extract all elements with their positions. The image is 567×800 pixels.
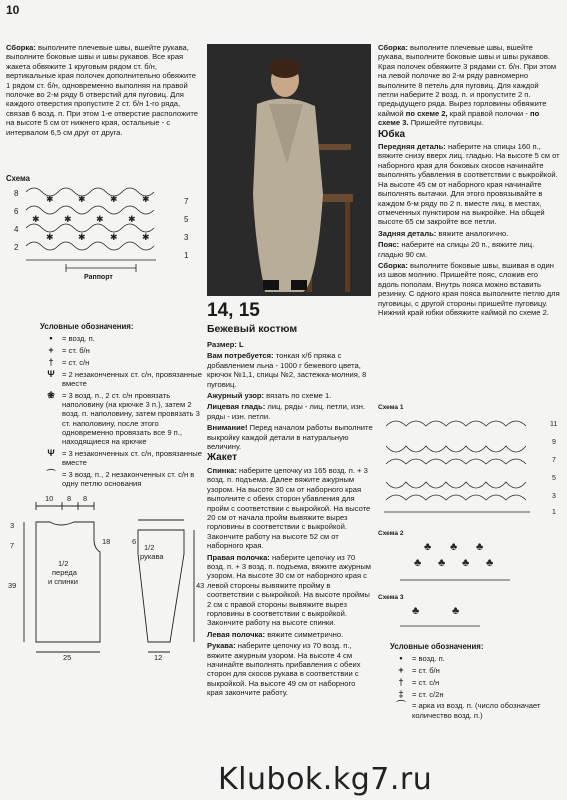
stocking-label: Лицевая гладь: <box>207 402 266 412</box>
svg-text:♣: ♣ <box>452 605 460 617</box>
legend-text: = ст. с/2н <box>412 689 444 699</box>
right-assembly-bold-2: по схеме 3. <box>378 108 540 128</box>
right-text-block <box>378 43 560 319</box>
scheme3-label: Схема 3 <box>378 594 404 601</box>
legend-row <box>390 690 560 699</box>
svg-text:♣: ♣ <box>476 541 484 553</box>
dim-left-mid: 7 <box>10 541 15 550</box>
front-label-3: и спинки <box>48 577 78 586</box>
dim-sleeve-top: 18 <box>102 537 111 546</box>
svg-text:♣: ♣ <box>424 541 432 553</box>
jacket-pattern-schematic <box>8 492 204 662</box>
scheme2-diagram <box>390 536 530 586</box>
right-assembly-text: выполните плечевые швы, вшейте рукава, выполните боковые швы и швы рукавов. Края полочек обвяжите 3 рядами ст. б/н. При этом на левой полочке во 2-м ряду равномерно выполните 8 петель для пуговиц. Для каждой петли наберите 2 возд. п. и пропустите 2 п. предыдущего ряда. Вырез горловины обвяжите каймой <box>378 43 557 118</box>
skirt-back-text: вяжите аналогично. <box>438 228 509 238</box>
svg-text:7: 7 <box>184 197 189 206</box>
dc3tog-icon: Ψ <box>47 448 55 459</box>
item-title: Бежевый костюм <box>207 323 298 335</box>
dim-bottom: 25 <box>63 653 72 662</box>
svg-text:✱: ✱ <box>64 214 72 224</box>
legend-row <box>40 334 204 343</box>
legend-row <box>390 654 560 663</box>
legend-row <box>390 678 560 687</box>
middle-text-block <box>207 340 373 700</box>
dim-top-1: 10 <box>45 494 54 503</box>
scheme1-label: Схема 1 <box>378 404 404 411</box>
right-assembly-end: Пришейте пуговицы. <box>410 118 484 128</box>
dim-sleeve-side: 6 <box>132 537 137 546</box>
svg-text:♣: ♣ <box>438 557 446 569</box>
left-front-label: Левая полочка: <box>207 629 266 639</box>
model-photo <box>207 44 371 296</box>
arch-icon: ⌒ <box>46 469 56 480</box>
sleeve-label-2: рукава <box>140 552 164 561</box>
single-crochet-icon: + <box>48 345 54 356</box>
dim-left-small: 3 <box>10 521 15 530</box>
dim-top-2: 8 <box>67 494 72 503</box>
svg-text:8: 8 <box>14 189 19 198</box>
right-assembly-bold-1: по схеме 2, <box>405 108 448 118</box>
right-legend-title: Условные обозначения: <box>390 642 484 651</box>
left-front-text: вяжите симметрично. <box>267 629 344 639</box>
svg-text:♣: ♣ <box>412 605 420 617</box>
back-label: Спинка: <box>207 465 237 475</box>
svg-text:♣: ♣ <box>414 557 422 569</box>
dim-top-3: 8 <box>83 494 88 503</box>
svg-text:✱: ✱ <box>96 214 104 224</box>
legend-row <box>40 346 204 355</box>
double-crochet-icon: † <box>48 356 54 367</box>
svg-text:6: 6 <box>14 207 19 216</box>
materials-label: Вам потребуется: <box>207 351 274 361</box>
scheme1-diagram <box>380 412 564 522</box>
sleeves-text: наберите цепочку из 70 возд. п., вяжите ажурным узором. На высоте 4 см начинайте выполнять прибавления с обеих сторон для скосов рукава в соответствии с выкройкой. На высоте 49 см от наборного края закончите работу. <box>207 641 361 698</box>
svg-text:✱: ✱ <box>110 194 118 204</box>
legend-text: = возд. п. <box>62 334 95 344</box>
item-number: 14, 15 <box>207 300 260 321</box>
arch-icon: ⌒ <box>396 700 406 711</box>
rapport-label: Раппорт <box>84 274 113 281</box>
chain-stitch-icon: • <box>399 653 403 664</box>
jacket-heading: Жакет <box>207 452 238 464</box>
right-front-text: наберите цепочку из 70 возд. п. + 3 возд. п. подъема, вяжите ажурным узором. На высоте 30 см от наборного края с левой стороны вывяжите пройму в соответствии с выкройкой. На высоте проймы 2 см с правой стороны вывяжите вырез горловины в соответствии с выкройкой. Закончите работу на высоте спинки. <box>207 552 372 628</box>
svg-text:✱: ✱ <box>46 232 54 242</box>
legend-text: = ст. с/н <box>62 357 90 367</box>
attention-label: Внимание! <box>207 423 248 433</box>
legend-text: = 3 незаконченных ст. с/н, провязанные вместе <box>62 449 202 468</box>
left-scheme-label: Схема <box>6 174 31 183</box>
skirt-heading: Юбка <box>378 128 406 140</box>
chain-stitch-icon: • <box>49 333 53 344</box>
size-value: L <box>239 340 244 349</box>
legend-text: = ст. б/н <box>412 666 440 676</box>
legend-row <box>390 666 560 675</box>
right-front-label: Правая полочка: <box>207 552 270 562</box>
scheme3-diagram <box>396 600 496 634</box>
svg-text:5: 5 <box>184 215 189 224</box>
stocking-text: лиц. ряды - лиц. петли, изн. ряды - изн. петли. <box>207 402 366 421</box>
skirt-front-text: наберите на спицы 160 п., вяжите снизу вверх лиц. гладью. На высоте 5 см от наборного края для боковых скосов начинайте выполнять убавления в соответствии с выкройкой. На высоте 45 см от наборного края начинайте выполнять вытачки. Для этого провязывайте в каждом 6-м ряду по 2 п. вместе лиц. в местах, отмеченных пунктиром на выкройке. На общей высоте 65 см закройте все петли. <box>378 142 560 227</box>
legend-row <box>40 391 204 447</box>
legend-text: = 2 незаконченных ст. с/н, провязанные вместе <box>62 369 202 388</box>
size-label: Размер: <box>207 340 237 349</box>
legend-row <box>40 449 204 468</box>
flower-cluster-icon: ❀ <box>47 389 55 400</box>
dim-left-big: 39 <box>8 581 17 590</box>
svg-text:♣: ♣ <box>450 541 458 553</box>
legend-text: = 3 возд. п., 2 ст. с/н провязать наполовину (на крючке 3 п.), затем 2 возд. п. наполовину, затем провязать 3 ст. наполовину, после этого одновременно провязать все 9 п., находящиеся на крючке <box>62 390 200 447</box>
svg-text:✱: ✱ <box>142 232 150 242</box>
svg-text:4: 4 <box>14 225 19 234</box>
right-assembly-label: Сборка: <box>378 43 408 52</box>
page-number: 10 <box>6 3 20 17</box>
dc2tog-icon: Ψ <box>47 368 55 379</box>
scheme1-row-5: 5 <box>552 475 556 482</box>
svg-text:✱: ✱ <box>142 194 150 204</box>
scheme1-row-7: 7 <box>552 457 556 464</box>
right-legend <box>390 642 560 723</box>
legend-row <box>40 470 204 489</box>
svg-text:✱: ✱ <box>128 214 136 224</box>
front-label-1: 1/2 <box>58 559 69 568</box>
svg-text:✱: ✱ <box>110 232 118 242</box>
scheme1-row-1: 1 <box>552 509 556 516</box>
openwork-text: вязать по схеме 1. <box>266 391 332 401</box>
svg-text:✱: ✱ <box>78 232 86 242</box>
treble-crochet-icon: ‡ <box>398 688 404 699</box>
skirt-assembly-text: выполните боковые швы, вшивая в один из швов молнию. Пришейте пояс, сложив его вдоль пополам. Внутрь пояса можно вставить резинку. С одного края пояса выполните петлю для пуговицы, с другой стороны пришейте пуговицу. Нижний край юбки обвяжите каймой по схеме 2. <box>378 260 560 317</box>
svg-text:♣: ♣ <box>462 557 470 569</box>
belt-text: наберите на спицы 20 п., вяжите лиц. гладью 90 см. <box>378 240 535 259</box>
belt-label: Пояс: <box>378 240 400 250</box>
right-assembly-mid: край правой полочки - <box>449 108 528 118</box>
legend-text: = ст. б/н <box>62 346 90 356</box>
sleeves-label: Рукава: <box>207 641 236 651</box>
scheme1-row-11: 11 <box>550 421 558 428</box>
svg-text:✱: ✱ <box>78 194 86 204</box>
svg-text:✱: ✱ <box>32 214 40 224</box>
left-legend-title: Условные обозначения: <box>40 322 134 331</box>
legend-text: = возд. п. <box>412 654 445 664</box>
scheme1-row-9: 9 <box>552 439 556 446</box>
svg-text:1: 1 <box>184 251 189 260</box>
materials-text: тонкая х/б пряжа с добавлением льна - 1000 г бежевого цвета, крючок №1,1, спицы №2, застежка-молния, 8 пуговиц. <box>207 351 367 389</box>
openwork-label: Ажурный узор: <box>207 391 264 401</box>
legend-text: = арка из возд. п. (число обозначает количество возд. п.) <box>412 701 541 720</box>
svg-text:2: 2 <box>14 243 19 252</box>
scheme2-label: Схема 2 <box>378 530 404 537</box>
legend-row <box>40 370 204 389</box>
svg-text:3: 3 <box>184 233 189 242</box>
svg-text:♣: ♣ <box>486 557 494 569</box>
left-assembly-title: Сборка: <box>6 43 36 52</box>
skirt-back-label: Задняя деталь: <box>378 228 437 238</box>
scheme1-row-3: 3 <box>552 493 556 500</box>
back-text: наберите цепочку из 165 возд. п. + 3 возд. п. подъема. Далее вяжите ажурным узором. На высоте 30 см от наборного края выполните с обеих сторон убавления для пройм с соответствии с выкройкой. На высоте 20 см от начала пройм вывяжите вырез горловины в соответствии с выкройкой. Закончите работу на высоте 52 см от наборного края. <box>207 465 371 551</box>
skirt-assembly-label: Сборка: <box>378 260 408 270</box>
left-assembly-block <box>6 43 202 139</box>
sleeve-label-1: 1/2 <box>144 543 155 552</box>
legend-text: = ст. с/н <box>412 677 440 687</box>
left-assembly-text: выполните плечевые швы, вшейте рукава, выполните боковые швы и швы рукавов. Все края жакета обвяжите 1 круговым рядом ст. б/н, вертикальные края полочек дополнительно обвяжите 1 рядом ст. б/н, одновременно выполняя на правой полочке во 2-м ряду 6 отверстий для пуговиц. Для каждого отверстия пропустите 2 ст. б/н 1-го ряда, связав 6 возд. п. При этом 1-е отверстие расположите на высоте 5 см от нижнего края, остальные - с интервалом 6,5 см друг от друга. <box>6 43 198 137</box>
front-label-2: переда <box>52 568 77 577</box>
double-crochet-icon: † <box>398 676 404 687</box>
dim-sleeve-bottom: 12 <box>154 653 163 662</box>
skirt-front-label: Передняя деталь: <box>378 142 446 152</box>
svg-text:✱: ✱ <box>46 194 54 204</box>
watermark: Klubok.kg7.ru <box>218 762 433 797</box>
legend-row <box>390 701 560 720</box>
legend-row <box>40 358 204 367</box>
left-legend <box>40 322 204 491</box>
legend-text: = 3 возд. п., 2 незаконченных ст. с/н в одну петлю основания <box>62 470 195 489</box>
single-crochet-icon: + <box>398 665 404 676</box>
dim-sleeve-big: 43 <box>196 581 204 590</box>
attention-text: Перед началом работы выполните выкройку каждой детали в натуральную величину. <box>207 423 373 452</box>
